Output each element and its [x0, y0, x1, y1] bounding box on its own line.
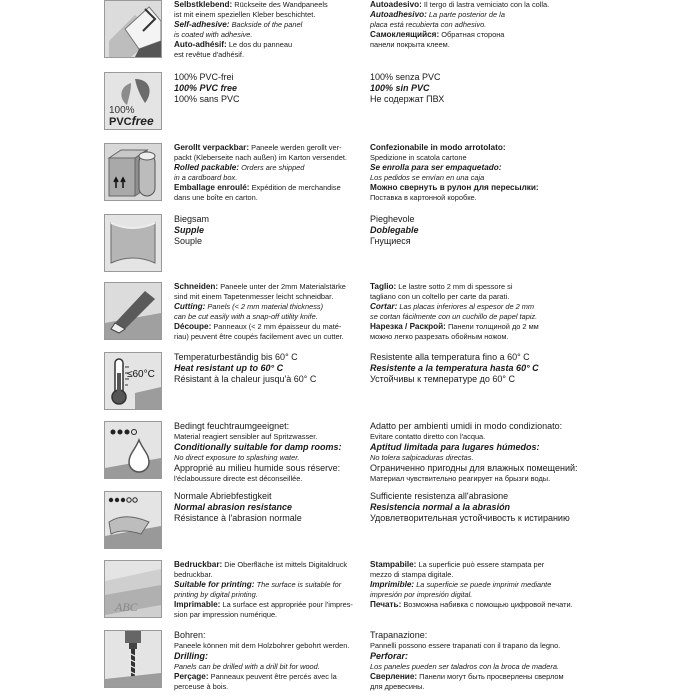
svg-text:ABC: ABC [115, 600, 138, 614]
text-line: Материал чувствительно реагирует на брызги воды. [370, 474, 551, 483]
text-line: Гнущиеся [370, 236, 411, 246]
text-line: Imprimable: La surface est appropriée pour l'impres- [174, 600, 353, 609]
text-line: Conditionally suitable for damp rooms: [174, 442, 342, 452]
text-column-de-en-fr [174, 560, 362, 620]
svg-text:≤60°C: ≤60°C [127, 369, 155, 380]
text-line: Drilling: [174, 651, 208, 661]
text-line: Cutting: Panels (< 2 mm material thickness) [174, 302, 324, 311]
text-line: 100% sans PVC [174, 94, 240, 104]
text-column-it-es-ru [370, 143, 570, 203]
text-line: Trapanazione: [370, 630, 428, 640]
cutter-knife-icon [104, 282, 162, 340]
text-line: Sufficiente resistenza all'abrasione [370, 491, 509, 501]
svg-text:100%: 100% [109, 105, 135, 116]
text-line: панели покрыта клеем. [370, 40, 450, 49]
text-column-de-en-fr [174, 491, 362, 524]
text-line: Можно свернуть в рулон для пересылки: [370, 183, 539, 192]
text-line: Normal abrasion resistance [174, 502, 293, 512]
adhesive-panel-icon [104, 0, 162, 58]
text-column-de-en-fr [174, 214, 362, 247]
text-line: Emballage enroulé: Expédition de merchandise [174, 183, 341, 192]
text-line: Удовлетворительная устойчивость к истиранию [370, 513, 570, 523]
text-line: Не содержат ПВХ [370, 94, 445, 104]
text-line: Resistente alla temperatura fino a 60° C [370, 352, 530, 362]
text-line: No direct exposure to splashing water. [174, 453, 300, 462]
text-line: Самоклеящийся: Обратная сторона [370, 30, 505, 39]
text-line: can be cut easily with a snap-off utility knife. [174, 312, 318, 321]
text-column-de-en-fr [174, 282, 362, 342]
text-column-it-es-ru [370, 0, 570, 50]
text-line: ist mit einem speziellen Kleber beschichtet. [174, 10, 316, 19]
text-column-it-es-ru [370, 560, 573, 610]
text-column-it-es-ru [370, 352, 570, 385]
text-line: Autoadhesivo: La parte posterior de la [370, 10, 505, 19]
text-line: printing by digital printing. [174, 590, 258, 599]
text-line: Evitare contatto diretto con l'acqua. [370, 432, 486, 441]
text-line: Approprié au milieu humide sous réserve: [174, 463, 341, 473]
text-line: Supple [174, 225, 205, 235]
rolled-package-icon [104, 143, 162, 201]
text-line: Los paneles pueden ser taladros con la broca de madera. [370, 662, 559, 671]
text-line: 100% senza PVC [370, 72, 441, 82]
flexible-panel-icon [104, 214, 162, 272]
text-line: Selbstklebend: Rückseite des Wandpaneels [174, 0, 328, 9]
text-line: placa está recubierta con adhesivo. [370, 20, 487, 29]
text-column-de-en-fr [174, 72, 362, 105]
text-column-de-en-fr [174, 143, 362, 203]
text-line: Adatto per ambienti umidi in modo condizionato: [370, 421, 563, 431]
text-line: bedruckbar. [174, 570, 213, 579]
pvc-free-leaf-icon [104, 72, 162, 130]
text-line: Нарезка / Раскрой: Панели толщиной до 2 мм [370, 322, 539, 331]
text-line: Panels can be drilled with a drill bit for wood. [174, 662, 320, 671]
text-line: Auto-adhésif: Le dos du panneau [174, 40, 293, 49]
text-line: можно легко разрезать обойным ножом. [370, 332, 509, 341]
text-column-it-es-ru [370, 421, 578, 484]
text-line: Découpe: Panneaux (< 2 mm épaisseur du maté- [174, 322, 342, 331]
text-line: Gerollt verpackbar: Paneele werden gerollt ver- [174, 143, 342, 152]
text-line: 100% PVC-frei [174, 72, 234, 82]
drill-icon [104, 630, 162, 688]
text-line: tagliano con un coltello per carte da parati. [370, 292, 510, 301]
text-line: Resistencia normal a la abrasión [370, 502, 511, 512]
printable-surface-icon [104, 560, 162, 618]
text-line: Pannelli possono essere trapanati con il trapano da legno. [370, 641, 561, 650]
text-line: packt (Kleberseite nach außen) im Karton versendet. [174, 153, 347, 162]
text-line: для древесины. [370, 682, 425, 691]
text-line: Bedingt feuchtraumgeeignet: [174, 421, 290, 431]
text-line: perceuse à bois. [174, 682, 229, 691]
text-line: 100% sin PVC [370, 83, 430, 93]
text-column-it-es-ru [370, 630, 570, 692]
text-line: Se enrolla para ser empaquetado: [370, 163, 502, 172]
text-line: Perforar: [370, 651, 409, 661]
text-line: Resistente a la temperatura hasta 60° C [370, 363, 539, 373]
text-line: Normale Abriebfestigkeit [174, 491, 272, 501]
text-column-de-en-fr [174, 0, 362, 60]
text-line: Bohren: [174, 630, 206, 640]
text-column-de-en-fr [174, 421, 362, 484]
text-line: sion par impression numérique. [174, 610, 278, 619]
text-line: Paneele können mit dem Holzbohrer gebohrt werden. [174, 641, 350, 650]
text-line: Rolled packable: Orders are shipped [174, 163, 305, 172]
text-line: Schneiden: Paneele unter der 2mm Materialstärke [174, 282, 346, 291]
text-line: riau) peuvent être coupés facilement avec un cutter. [174, 332, 344, 341]
text-column-de-en-fr [174, 352, 362, 385]
text-line: Résistance à l'abrasion normale [174, 513, 302, 523]
text-line: Résistant à la chaleur jusqu'à 60° C [174, 374, 317, 384]
text-line: Doblegable [370, 225, 419, 235]
text-line: Heat resistant up to 60° C [174, 363, 284, 373]
text-line: Ограниченно пригодны для влажных помещений: [370, 463, 578, 473]
text-line: l'éclaboussure directe est déconseillée. [174, 474, 303, 483]
text-line: 100% PVC free [174, 83, 238, 93]
thermometer-icon [104, 352, 162, 410]
text-line: Perçage: Panneaux peuvent être percés avec la [174, 672, 337, 681]
text-column-it-es-ru [370, 214, 570, 247]
text-column-de-en-fr [174, 630, 362, 692]
text-line: est revêtue d'adhésif. [174, 50, 245, 59]
text-line: sind mit einem Tapetenmesser leicht schneidbar. [174, 292, 334, 301]
text-line: Autoadesivo: Il tergo di lastra verniciato con la colla. [370, 0, 550, 9]
text-line: dans une boîte en carton. [174, 193, 258, 202]
text-line: se cortan fácilmente con un cuchillo de papel tapiz. [370, 312, 538, 321]
text-line: Cortar: Las placas inferiores al espesor de 2 mm [370, 302, 535, 311]
text-column-it-es-ru [370, 72, 570, 105]
water-drop-icon [104, 421, 162, 479]
text-line: Souple [174, 236, 203, 246]
text-line: Печать: Возможна набивка с помощью цифровой печати. [370, 600, 573, 609]
text-line: Aptitud limitada para lugares húmedos: [370, 442, 540, 452]
text-line: Suitable for printing: The surface is suitable for [174, 580, 342, 589]
text-line: Biegsam [174, 214, 210, 224]
text-line: Temperaturbeständig bis 60° C [174, 352, 298, 362]
text-column-it-es-ru [370, 282, 570, 342]
abrasion-cloth-icon [104, 491, 162, 549]
text-line: Pieghevole [370, 214, 415, 224]
text-line: Bedruckbar: Die Oberfläche ist mittels Digitaldruck [174, 560, 348, 569]
text-line: is coated with adhesive. [174, 30, 253, 39]
text-line: Stampabile: La superficie può essere stampata per [370, 560, 545, 569]
text-column-it-es-ru [370, 491, 570, 524]
text-line: Поставка в картонной коробке. [370, 193, 477, 202]
text-line: Сверление: Панели могут быть просверлены сверлом [370, 672, 564, 681]
text-line: Los pedidos se envían en una caja [370, 173, 485, 182]
text-line: Imprimible: La superficie se puede imprimir mediante [370, 580, 552, 589]
text-line: Material reagiert sensibler auf Spritzwasser. [174, 432, 318, 441]
svg-text:PVCfree: PVCfree [109, 114, 154, 128]
text-line: in a cardboard box. [174, 173, 238, 182]
text-line: Устойчивы к температуре до 60° C [370, 374, 515, 384]
text-line: Taglio: Le lastre sotto 2 mm di spessore si [370, 282, 513, 291]
text-line: No tolera salpicaduras directas. [370, 453, 474, 462]
text-line: mezzo di stampa digitale. [370, 570, 454, 579]
text-line: Spedizione in scatola cartone [370, 153, 467, 162]
text-line: impresión por impresión digital. [370, 590, 473, 599]
text-line: Self-adhesive: Backside of the panel [174, 20, 303, 29]
text-line: Confezionabile in modo arrotolato: [370, 143, 506, 152]
